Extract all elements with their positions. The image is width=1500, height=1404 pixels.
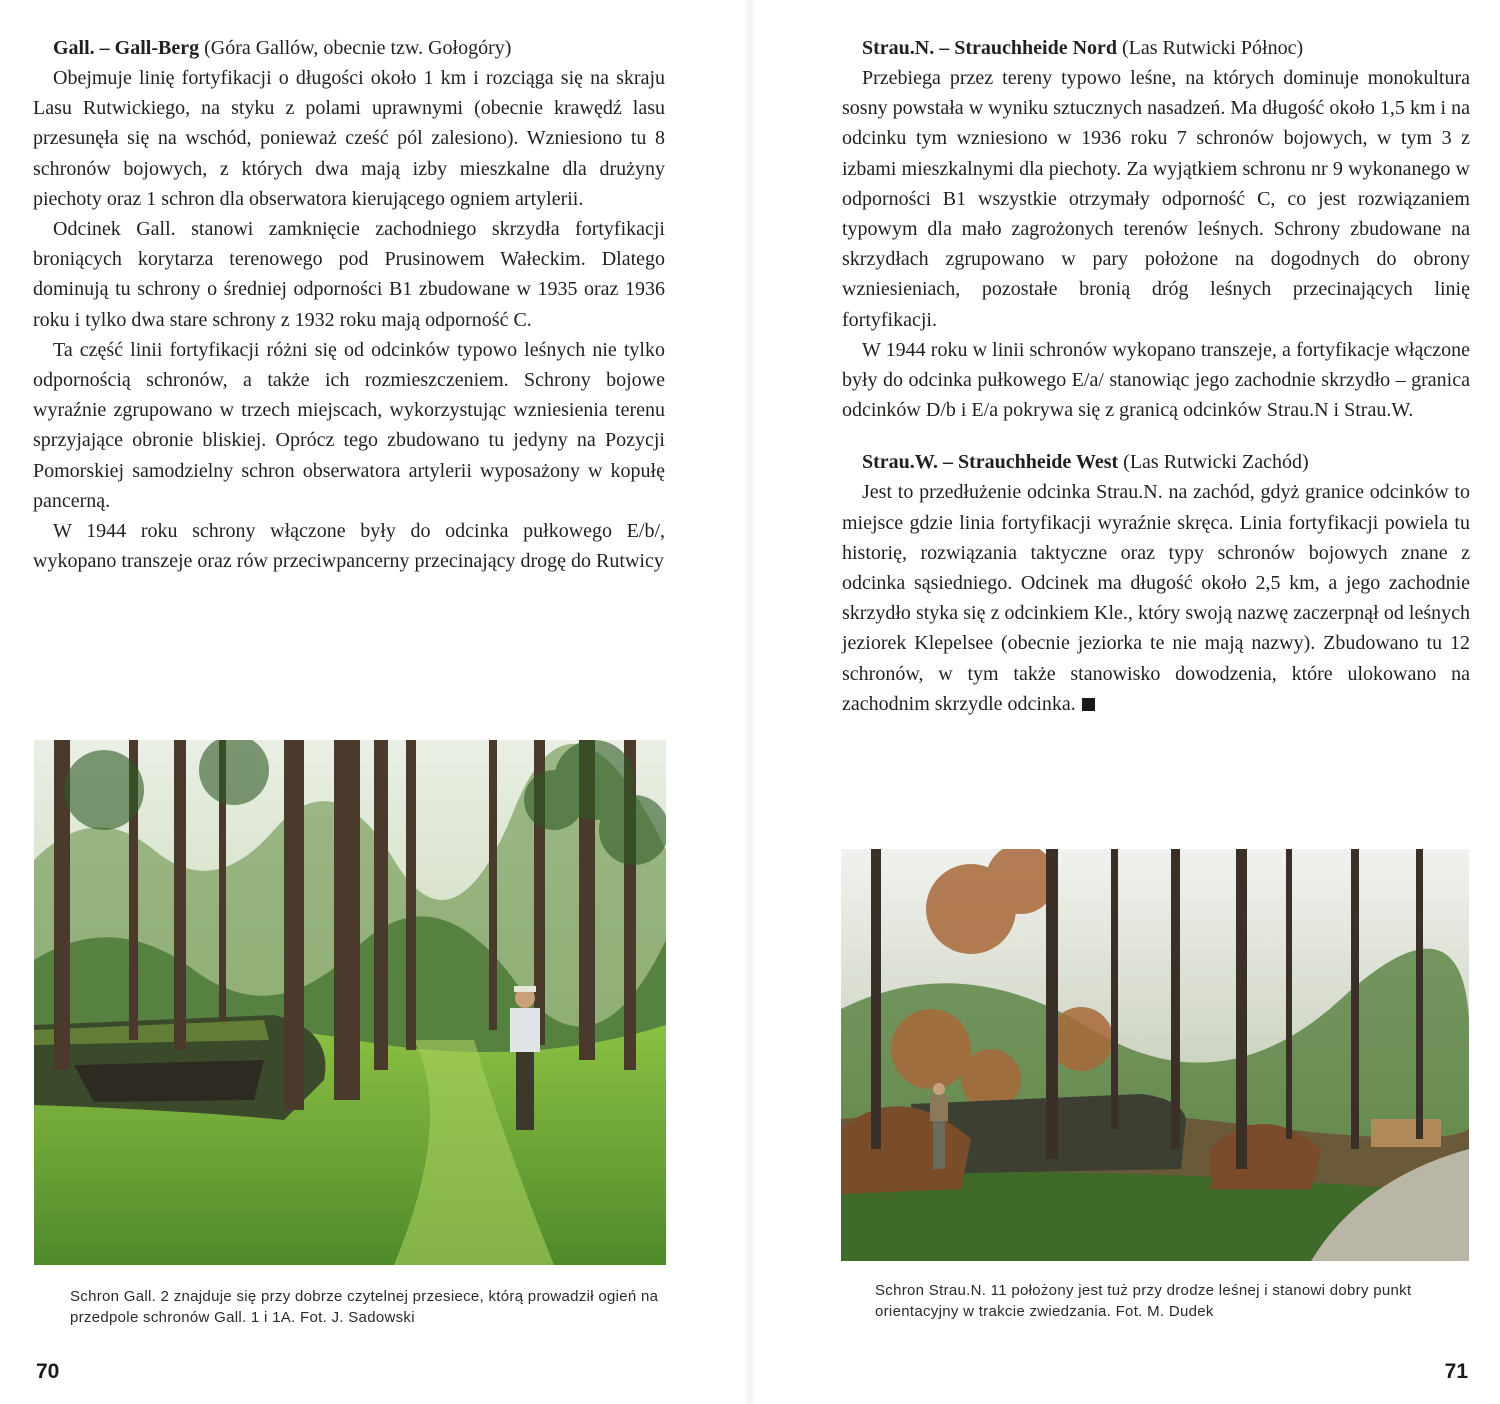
forest-photo-illustration <box>34 740 666 1265</box>
section-heading-gall <box>33 33 665 63</box>
photo-strau-n-11-bunker-autumn <box>841 849 1469 1261</box>
photo-caption-right: Schron Strau.N. 11 położony jest tuż przy drodze leśnej i stanowi dobry punkt orientacyjny w trakcie zwiedzania. Fot. M. Dudek <box>875 1282 1412 1320</box>
photo-caption-left: Schron Gall. 2 znajduje się przy dobrze czytelnej przesiece, którą prowadził ogień na przedpole schronów Gall. 1 i 1A. Fot. J. Sadowski <box>70 1288 659 1326</box>
photo-gall-2-bunker-forest <box>34 740 666 1265</box>
paragraph: Ta część linii fortyfikacji różni się od odcinków typowo leśnych nie tylko odpornością schronów, a także ich rozmieszczeniem. Schrony bojowe wyraźnie zgrupowano w trzech miejscach, wykorzystując wzniesienia terenu sprzyjające obronie bliskiej. Oprócz tego zbudowano tu jedyny na Pozycji Pomorskiej samodzielny schron obserwatora artylerii wyposażony w kopułę pancerną. <box>33 338 665 512</box>
paragraph <box>842 477 1470 719</box>
section-heading-strau-n <box>842 33 1470 63</box>
heading-note: (Góra Gallów, obecnie tzw. Gołogóry) <box>204 37 512 59</box>
autumn-forest-photo-illustration <box>841 849 1469 1261</box>
page-number-left: 70 <box>36 1360 60 1383</box>
page-number-right: 71 <box>1444 1360 1468 1383</box>
paragraph: Przebiega przez tereny typowo leśne, na których dominuje monokultura sosny powstała w wyniku sztucznych nasadzeń. Ma długość około 1,5 km i na odcinku tym wzniesiono w 1936 roku 7 schronów bojowych, w tym 3 z izbami mieszkalnymi dla piechoty. Za wyjątkiem schronu nr 9 wykonanego w odporności B1 wszystkie otrzymały odporność C, co jest rozwiązaniem typowym dla mało zagrożonych terenów leśnych. Schrony zbudowane na skrzydłach zgrupowano w pary położone na dogodnych do obrony wzniesieniach, pozostałe bronią dróg leśnych przecinających linię fortyfikacji. <box>842 67 1470 331</box>
heading-code: Strau.N. – Strauchheide Nord <box>862 37 1118 59</box>
right-page <box>750 0 1500 1404</box>
heading-note: (Las Rutwicki Zachód) <box>1123 451 1309 474</box>
section-spacer <box>842 425 1470 447</box>
paragraph-text: Jest to przedłużenie odcinka Strau.N. na zachód, gdyż granice odcinków to miejsce gdzie linia fortyfikacji wyraźnie skręca. Linia fortyfikacji powiela tu historię, rozwiązania taktyczne oraz typy schronów bojowych znane z odcinka sąsiedniego. Odcinek ma długość około 2,5 km, a jego zachodnie skrzydło styka się z odcinkiem Kle., który swoją nazwę zaczerpnął od leśnych jeziorek Klepelsee (obecnie jeziorka te nie mają nazwy). Zbudowano tu 12 schronów, w tym także stanowisko dowodzenia, które ulokowano na zachodnim skrzydle odcinka. <box>842 481 1470 715</box>
right-text-column <box>842 33 1470 719</box>
paragraph: Obejmuje linię fortyfikacji o długości około 1 km i rozciąga się na skraju Lasu Rutwickiego, na styku z polami uprawnymi (obecnie krawędź lasu przesunęła się na wschód, ponieważ cześć pól zalesiono). Wzniesiono tu 8 schronów bojowych, z których dwa mają izby mieszkalne dla drużyny piechoty oraz 1 schron dla obserwatora kierującego ogniem artylerii. <box>33 67 665 210</box>
paragraph: W 1944 roku schrony włączone były do odcinka pułkowego E/b/, wykopano transzeje oraz rów przeciwpancerny przecinający drogę do Rutwicy <box>33 520 665 573</box>
section-heading-strau-w <box>842 447 1470 477</box>
heading-code: Strau.W. – Strauchheide West <box>862 451 1119 474</box>
paragraph: Odcinek Gall. stanowi zamknięcie zachodniego skrzydła fortyfikacji broniących korytarza terenowego pod Prusinowem Wałeckim. Dlatego dominują tu schrony o średniej odporności B1 zbudowane w 1935 oraz 1936 roku i tylko dwa stare schrony z 1932 roku mają odporność C. <box>33 218 665 331</box>
heading-note: (Las Rutwicki Północ) <box>1122 37 1304 59</box>
end-of-article-mark <box>1082 698 1095 711</box>
heading-code: Gall. – Gall-Berg <box>53 37 200 59</box>
left-text-column <box>33 33 665 576</box>
paragraph: W 1944 roku w linii schronów wykopano transzeje, a fortyfikacje włączone były do odcinka pułkowego E/a/ stanowiąc jego zachodnie skrzydło – granica odcinków D/b i E/a pokrywa się z granicą odcinków Strau.N i Strau.W. <box>842 338 1470 422</box>
